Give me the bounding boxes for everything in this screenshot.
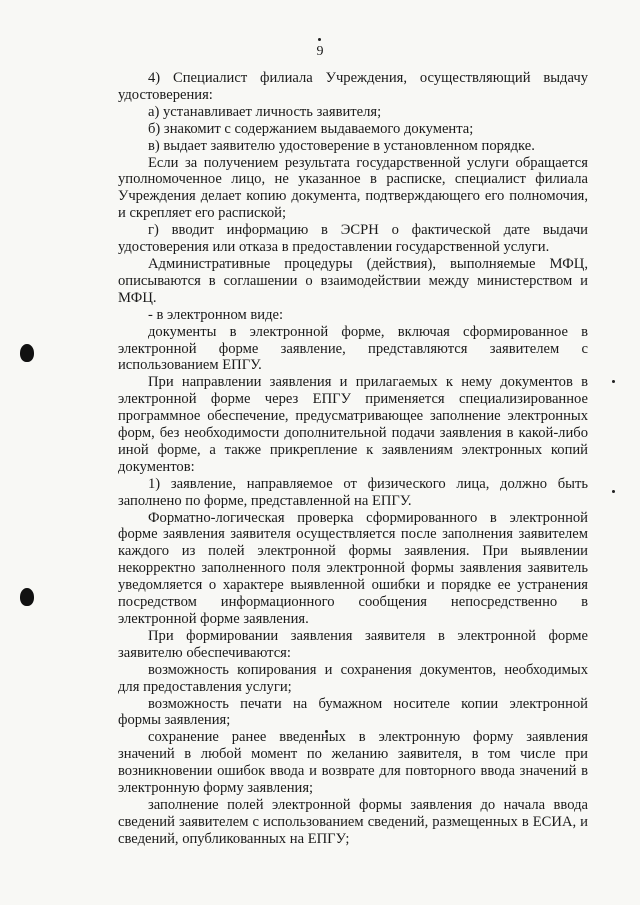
page-number: 9	[316, 44, 324, 59]
paragraph: г) вводит информацию в ЭСРН о фактической дате выдачи удостоверения или отказа в предоставлении государственной услуги.	[118, 222, 588, 256]
speck	[612, 490, 615, 493]
paragraph: возможность печати на бумажном носителе копии электронной формы заявления;	[118, 695, 588, 729]
paragraph: Если за получением результата государственной услуги обращается уполномоченное лицо, не указанное в расписке, специалист филиала Учреждения делает копию документа, подтверждающего его полномочия, и скрепляет его распиской;	[118, 154, 588, 222]
punch-hole-bottom	[20, 588, 34, 606]
paragraph: в) выдает заявителю удостоверение в установленном порядке.	[148, 137, 535, 154]
speck	[318, 38, 321, 41]
paragraph: документы в электронной форме, включая сформированное в электронной форме заявление, представляются заявителем с использованием ЕПГУ.	[118, 323, 588, 374]
speck	[612, 380, 615, 383]
body-text	[118, 70, 588, 848]
punch-hole-top	[20, 344, 34, 362]
paragraph: 4) Специалист филиала Учреждения, осуществляющий выдачу удостоверения:	[118, 70, 588, 103]
paragraph: заполнение полей электронной формы заявления до начала ввода сведений заявителем с использованием сведений, размещенных в ЕСИА, и сведений, опубликованных на ЕПГУ;	[118, 796, 588, 847]
paragraph: При направлении заявления и прилагаемых к нему документов в электронной форме через ЕПГУ применяется специализированное программное обеспечение, предусматривающее заполнение электронных форм, без необходимости дополнительной подачи заявления в какой-либо иной форме, а также прикрепление к заявлениям электронных копий документов:	[118, 374, 588, 475]
paragraph: 1) заявление, направляемое от физического лица, должно быть заполнено по форме, представленной на ЕПГУ.	[118, 475, 588, 509]
paragraph: б) знакомит с содержанием выдаваемого документа;	[148, 120, 474, 137]
paragraph: возможность копирования и сохранения документов, необходимых для предоставления услуги;	[118, 661, 588, 695]
paragraph: - в электронном виде:	[148, 306, 284, 323]
paragraph: При формировании заявления заявителя в электронной форме заявителю обеспечиваются:	[118, 627, 588, 661]
paragraph: сохранение ранее введенных в электронную форму заявления значений в любой момент по желанию заявителя, в том числе при возникновении ошибок ввода и возврате для повторного ввода значений в электронную форму заявления;	[118, 729, 588, 797]
paragraph: а) устанавливает личность заявителя;	[148, 103, 382, 120]
paragraph: Форматно-логическая проверка сформированного в электронной форме заявления заявителя осуществляется после заполнения заявителем каждого из полей электронной формы заявления. При выявлении некорректно заполненного поля электронной формы заявления заявитель уведомляется о характере выявленной ошибки и порядке ее устранения посредством информационного сообщения непосредственно в электронной форме заявления.	[118, 509, 588, 627]
paragraph: Административные процедуры (действия), выполняемые МФЦ, описываются в соглашении о взаимодействии между министерством и МФЦ.	[118, 255, 588, 306]
